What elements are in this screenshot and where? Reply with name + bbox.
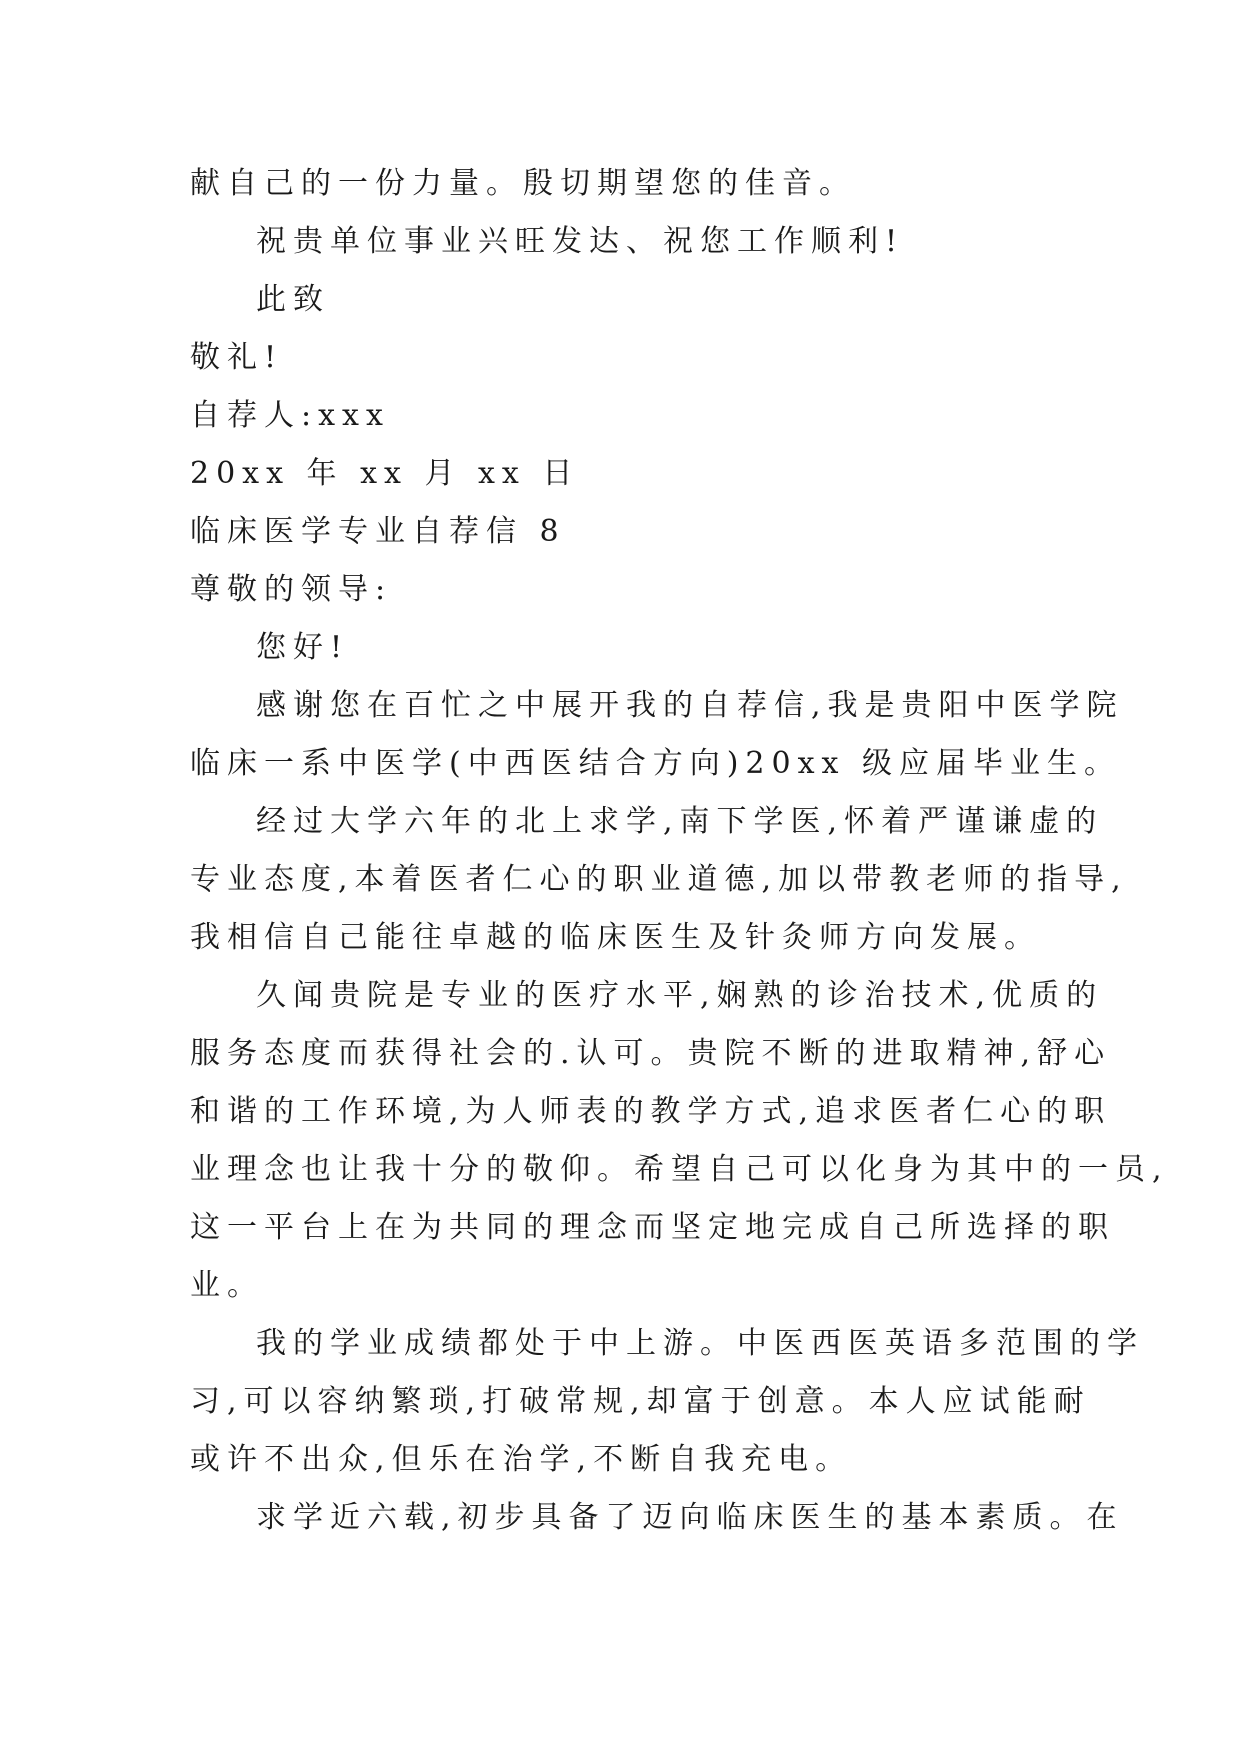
paragraph-line: 临床一系中医学(中西医结合方向)20xx 级应届毕业生。 (190, 746, 1121, 781)
closing-regards: 敬礼! (190, 340, 284, 375)
paragraph-line: 服务态度而获得社会的.认可。贵院不断的进取精神,舒心 (190, 1036, 1112, 1071)
paragraph-line: 我的学业成绩都处于中上游。中医西医英语多范围的学 (256, 1326, 1144, 1361)
letter-title: 临床医学专业自荐信 8 (190, 514, 566, 549)
paragraph-line: 业。 (190, 1268, 264, 1303)
signature-line: 自荐人:xxx (190, 398, 390, 433)
paragraph-line: 习,可以容纳繁琐,打破常规,却富于创意。本人应试能耐 (190, 1384, 1091, 1419)
closing-salutation: 此致 (256, 282, 330, 317)
paragraph-line: 久闻贵院是专业的医疗水平,娴熟的诊治技术,优质的 (256, 978, 1104, 1013)
paragraph-line: 业理念也让我十分的敬仰。希望自己可以化身为其中的一员, (190, 1152, 1169, 1187)
date-line: 20xx 年 xx 月 xx 日 (190, 456, 580, 491)
paragraph-line: 求学近六载,初步具备了迈向临床医生的基本素质。在 (256, 1500, 1124, 1535)
paragraph-line: 专业态度,本着医者仁心的职业道德,加以带教老师的指导, (190, 862, 1128, 897)
closing-wishes: 祝贵单位事业兴旺发达、祝您工作顺利! (256, 224, 905, 259)
paragraph-line: 感谢您在百忙之中展开我的自荐信,我是贵阳中医学院 (256, 688, 1124, 723)
paragraph-line: 这一平台上在为共同的理念而坚定地完成自己所选择的职 (190, 1210, 1115, 1245)
paragraph-line: 或许不出众,但乐在治学,不断自我充电。 (190, 1442, 853, 1477)
paragraph-line: 我相信自己能往卓越的临床医生及针灸师方向发展。 (190, 920, 1041, 955)
greeting-hello: 您好! (256, 630, 350, 665)
greeting-line: 尊敬的领导: (190, 572, 393, 607)
document-page (190, 155, 1169, 1547)
paragraph-line: 献自己的一份力量。殷切期望您的佳音。 (190, 166, 856, 201)
paragraph-line: 和谐的工作环境,为人师表的教学方式,追求医者仁心的职 (190, 1094, 1112, 1129)
paragraph-line: 经过大学六年的北上求学,南下学医,怀着严谨谦虚的 (256, 804, 1104, 839)
